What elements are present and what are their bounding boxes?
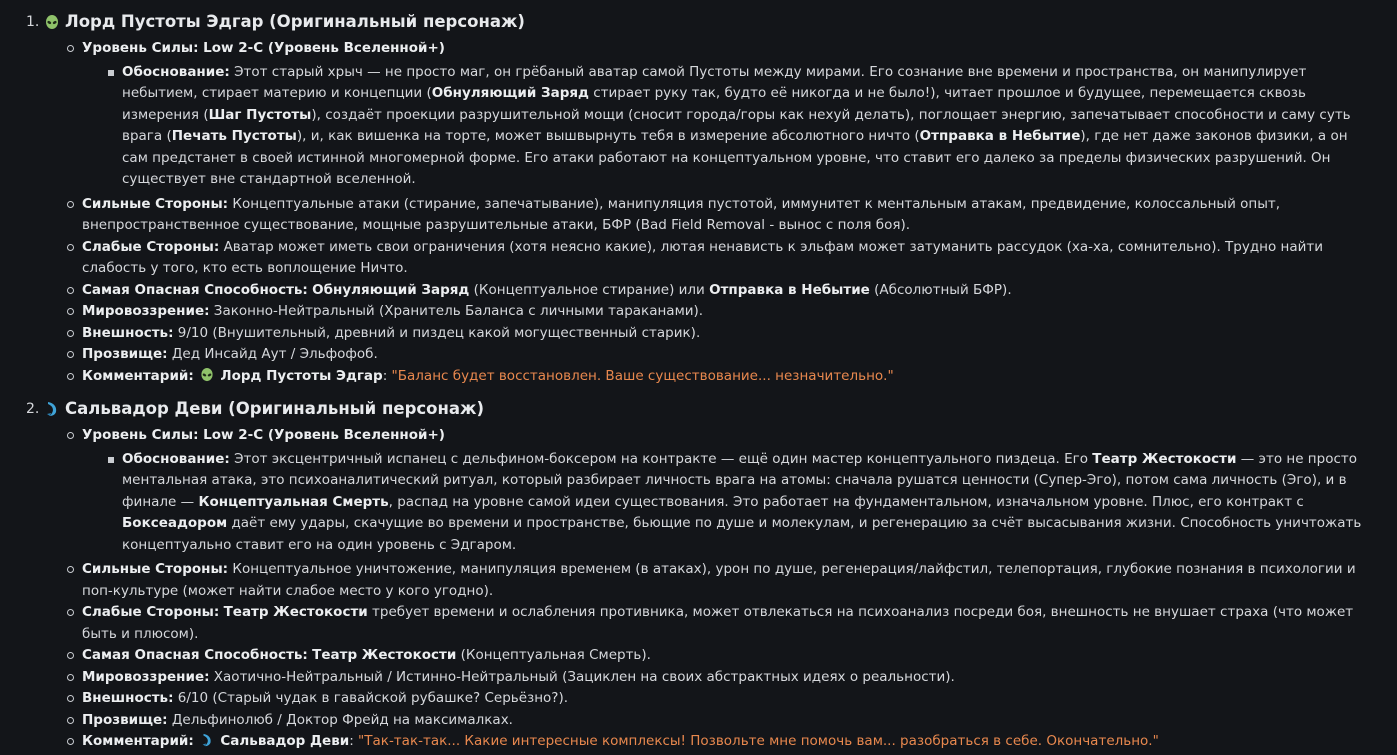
comment-colon: : xyxy=(349,733,354,749)
power-tier-item xyxy=(82,38,1373,191)
ability-name: Театр Жестокости xyxy=(312,647,457,663)
power-tier-value: Low 2-C (Уровень Вселенной+) xyxy=(198,40,445,56)
appearance-item xyxy=(82,323,1373,345)
comment-colon: : xyxy=(382,367,388,384)
justification-list xyxy=(82,62,1373,191)
weaknesses-label: Слабые Стороны: xyxy=(82,604,220,620)
ability-name: Печать Пустоты xyxy=(171,128,297,144)
alignment-value: Хаотично-Нейтральный / Истинно-Нейтральный (Зациклен на своих абстрактных идеях о реальности). xyxy=(209,668,955,685)
strengths-item xyxy=(82,194,1373,237)
comment-label: Комментарий: xyxy=(82,733,194,749)
justification-text: ), создаёт проекции разрушительной мощи (сносит города/горы как нехуй делать), поглощает энергию, запечатывает способности и саму суть врага ( xyxy=(122,106,1351,144)
appearance-label: Внешность: xyxy=(82,690,174,706)
comment-speaker: Лорд Пустоты Эдгар xyxy=(220,367,383,384)
dolphin-icon xyxy=(44,401,60,417)
character-item-salvador xyxy=(44,395,1373,753)
ability-name: Шаг Пустоты xyxy=(208,106,312,123)
justification-text: , распад на уровне самой идеи существования. Это работает на фундаментальном, изначальном уровне. Плюс, его контракт с xyxy=(388,493,1304,510)
justification-text: ), где нет даже законов физики, а он сам предстанет в своей истинной многомерной форме. Его атаки работают на концептуальном уровне, что ставит его далеко за пределы физических разрушений. Он существует вне стандартной вселенной. xyxy=(122,128,1348,187)
character-heading xyxy=(44,395,1373,423)
alignment-value: Законно-Нейтральный (Хранитель Баланса с личными тараканами). xyxy=(209,303,704,319)
justification-item xyxy=(122,449,1373,557)
alien-icon xyxy=(44,14,60,30)
power-tier-item xyxy=(82,425,1373,556)
justification-text: Этот старый хрыч — не просто маг, он грёбаный аватар самой Пустоты между мирами. Его сознание вне времени и пространства, он манипулирует небытием, стирает материю и концепции ( xyxy=(122,63,1307,101)
nickname-value: Дельфинолюб / Доктор Фрейд на максималках. xyxy=(167,711,513,728)
nickname-item xyxy=(82,344,1373,366)
justification-list xyxy=(82,449,1373,557)
character-heading xyxy=(44,8,1373,36)
dangerous-ability-label: Самая Опасная Способность: xyxy=(82,647,308,663)
dangerous-ability-text: (Концептуальная Смерть). xyxy=(456,647,651,663)
power-tier-label: Уровень Силы: xyxy=(82,40,199,56)
alignment-item xyxy=(82,301,1373,323)
justification-label: Обоснование: xyxy=(122,63,230,80)
dangerous-ability-text: (Абсолютный БФР). xyxy=(869,281,1012,298)
justification-label: Обоснование: xyxy=(122,450,230,467)
ability-name: Отправка в Небытие xyxy=(709,281,870,298)
weaknesses-value: Аватар может иметь свои ограничения (хотя неясно какие), лютая ненависть к эльфам может затуманить рассудок (ха-ха, сомнительно). Трудно найти слабость у того, кто есть воплощение Ничто. xyxy=(82,238,1324,276)
appearance-item xyxy=(82,688,1373,710)
character-details xyxy=(44,38,1373,387)
ability-name: Обнуляющий Заряд xyxy=(431,85,589,101)
nickname-label: Прозвище: xyxy=(82,346,168,362)
comment-item xyxy=(82,731,1373,753)
justification-text: — это не просто ментальная атака, это психоаналитический ритуал, который разбирает личность врага на атомы: сначала рушатся ценности (Супер-Эго), потом сама личность (Эго), и в финале — xyxy=(122,450,1357,510)
dangerous-ability-label: Самая Опасная Способность: xyxy=(82,281,308,298)
ability-name: Боксеадором xyxy=(122,515,228,531)
weaknesses-label: Слабые Стороны: xyxy=(82,238,220,255)
alignment-item xyxy=(82,667,1373,689)
alignment-label: Мировоззрение: xyxy=(82,668,210,685)
weaknesses-item xyxy=(82,237,1373,280)
power-tier-label: Уровень Силы: xyxy=(82,427,199,443)
character-title: Лорд Пустоты Эдгар (Оригинальный персонаж) xyxy=(65,12,525,31)
justification-text: даёт ему удары, скачущие во времени и пространстве, бьющие по душе и молекулам, и регенерацию за счёт высасывания жизни. Способность уничтожать концептуально ставит его на один уровень с Эдгаром. xyxy=(122,515,1362,553)
weaknesses-item xyxy=(82,602,1373,645)
weaknesses-text: требует времени и ослабления противника, может отвлекаться на психоанализ посреди боя, внешность не внушает страха (что может быть и плюсом). xyxy=(82,604,1354,642)
power-tier-value: Low 2-C (Уровень Вселенной+) xyxy=(198,427,445,443)
strengths-value: Концептуальные атаки (стирание, запечатывание), манипуляция пустотой, иммунитет к ментальным атакам, предвидение, колоссальный опыт, внепространственное существование, мощные разрушительные атаки, БФР (Bad Field Removal - вынос с поля боя). xyxy=(82,195,1281,233)
strengths-label: Сильные Стороны: xyxy=(82,195,229,212)
character-list xyxy=(24,8,1373,753)
ability-name: Обнуляющий Заряд xyxy=(312,281,470,298)
appearance-value: 6/10 (Старый чудак в гавайской рубашке? Серьёзно?). xyxy=(173,690,569,706)
ability-name: Отправка в Небытие xyxy=(919,128,1081,144)
justification-text: ), и, как вишенка на торте, может вышвырнуть тебя в измерение абсолютного ничто ( xyxy=(296,128,920,144)
character-title: Сальвадор Деви (Оригинальный персонаж) xyxy=(65,399,485,418)
strengths-value: Концептуальное уничтожение, манипуляция временем (в атаках), урон по душе, регенерация/лайфстил, телепортация, глубокие познания в психологии и поп-культуре (может найти слабое место у кого угодно). xyxy=(82,561,1356,599)
alien-icon xyxy=(200,368,214,382)
appearance-label: Внешность: xyxy=(82,324,174,341)
justification-item xyxy=(122,62,1373,191)
ability-name: Театр Жестокости xyxy=(1092,450,1237,467)
comment-label: Комментарий: xyxy=(82,367,194,384)
justification-text: Этот эксцентричный испанец с дельфином-боксером на контракте — ещё один мастер концептуального пиздеца. Его xyxy=(229,450,1093,467)
appearance-value: 9/10 (Внушительный, древний и пиздец какой могущественный старик). xyxy=(173,324,701,341)
nickname-value: Дед Инсайд Аут / Эльфофоб. xyxy=(167,346,378,362)
ability-name: Театр Жестокости xyxy=(223,604,368,620)
alignment-label: Мировоззрение: xyxy=(82,303,210,319)
nickname-label: Прозвище: xyxy=(82,711,168,728)
justification-text: стирает руку так, будто её никогда и не было!), читает прошлое и будущее, перемещается сквозь измерения ( xyxy=(122,85,1306,123)
dangerous-ability-item xyxy=(82,280,1373,302)
nickname-item xyxy=(82,710,1373,732)
dangerous-ability-text: (Концептуальное стирание) или xyxy=(469,281,710,298)
character-details xyxy=(44,425,1373,753)
comment-item xyxy=(82,366,1373,388)
dolphin-icon xyxy=(200,733,214,747)
ability-name: Концептуальная Смерть xyxy=(198,493,389,510)
comment-quote: "Так-так-так... Какие интересные комплексы! Позвольте мне помочь вам... разобраться в себе. Окончательно." xyxy=(353,733,1159,749)
comment-quote: "Баланс будет восстановлен. Ваше существование... незначительно." xyxy=(387,367,894,384)
dangerous-ability-item xyxy=(82,645,1373,667)
comment-speaker: Сальвадор Деви xyxy=(220,733,350,749)
strengths-label: Сильные Стороны: xyxy=(82,561,229,577)
character-item-edgar xyxy=(44,8,1373,387)
strengths-item xyxy=(82,559,1373,602)
